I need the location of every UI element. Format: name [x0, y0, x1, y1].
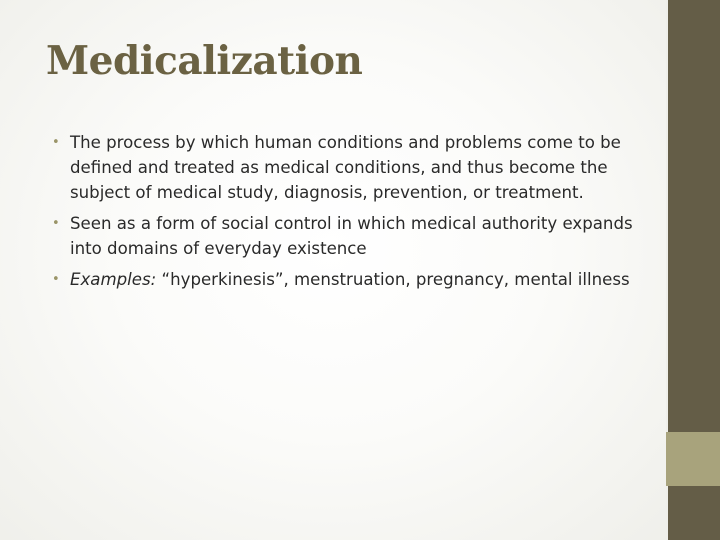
bullet-text: Seen as a form of social control in which medical authority expands into domains of everyday existence: [70, 214, 633, 258]
bullet-text: “hyperkinesis”, menstruation, pregnancy, mental illness: [156, 270, 630, 289]
slide-title: Medicalization: [46, 38, 363, 84]
bullet-list: [52, 130, 642, 298]
bullet-item: [52, 211, 642, 261]
bullet-dot-icon: •: [52, 135, 60, 150]
bullet-item: [52, 267, 642, 292]
decorative-sidebar: [666, 0, 720, 540]
bullet-dot-icon: •: [52, 272, 60, 287]
bullet-text: The process by which human conditions and problems come to be defined and treated as medical conditions, and thus become the subject of medical study, diagnosis, prevention, or treatment.: [70, 133, 621, 202]
bullet-item: [52, 130, 642, 205]
sidebar-accent-block: [666, 432, 720, 486]
bullet-dot-icon: •: [52, 216, 60, 231]
bullet-emphasis: Examples:: [70, 270, 157, 289]
